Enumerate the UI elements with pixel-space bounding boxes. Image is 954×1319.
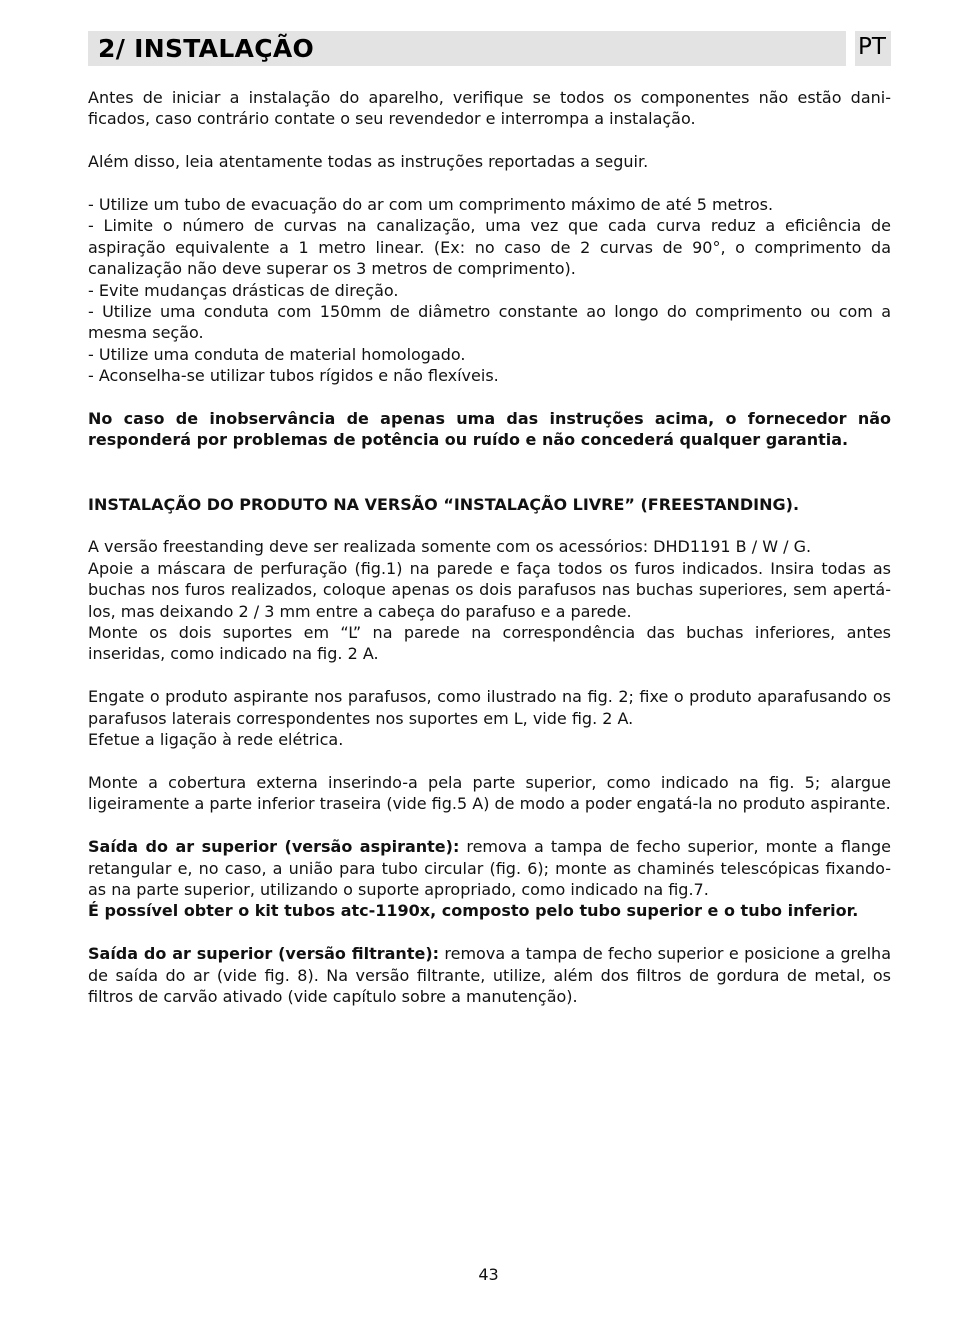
list-item: - Aconselha-se utilizar tubos rígidos e não flexíveis. [88, 366, 499, 386]
language-badge [855, 31, 891, 66]
freestanding-accessories: A versão freestanding deve ser realizada somente com os acessórios: DHD1191 B / W / G. [88, 537, 812, 557]
aspirante-text: remova a tampa de fecho superior, monte a flange retangular e, no caso, a união para tubo circular (fig. 6); monte as chaminés telescópicas fixando-as na parte superior, utilizando o suporte apropriado, como indicado na fig.7. [88, 837, 891, 899]
electrical-connection: Efetue a ligação à rede elétrica. [88, 730, 344, 750]
list-item: - Utilize uma conduta com 150mm de diâmetro constante ao longo do comprimento ou com a mesma seção. [88, 302, 891, 343]
warning-paragraph: No caso de inobservância de apenas uma das instruções acima, o fornecedor não responderá por problemas de potência ou ruído e não concederá qualquer garantia. [88, 409, 891, 450]
section-heading: INSTALAÇÃO DO PRODUTO NA VERSÃO “INSTALAÇÃO LIVRE” (FREESTANDING). [88, 494, 800, 514]
freestanding-drilling: Apoie a máscara de perfuração (fig.1) na parede e faça todos os furos indicados. Insira todas as buchas nos furos realizados, coloque apenas os dois parafusos nas buchas superiores, sem apertá-los, mas deixando 2 / 3 mm entre a cabeça do parafuso e a parede. [88, 558, 891, 621]
freestanding-mounting: Engate o produto aspirante nos parafusos, como ilustrado na fig. 2; fixe o produto aparafusando os parafusos laterais correspondentes nos suportes em L, vide fig. 2 A. [88, 687, 891, 728]
filtrante-paragraph [88, 943, 891, 1007]
intro-line-2: ficados, caso contrário contate o seu revendedor e interrompa a instalação. [88, 109, 696, 129]
intro-line-1: Antes de iniciar a instalação do aparelho, verifique se todos os componentes não estão dani- [88, 88, 891, 107]
page-number: 43 [478, 1265, 499, 1284]
filtrante-label: Saída do ar superior (versão filtrante): [88, 944, 440, 964]
list-item: - Limite o número de curvas na canalização, uma vez que cada curva reduz a eficiência de aspiração equivalente a 1 metro linear. (Ex: no caso de 2 curvas de 90°, o comprimento da canalização não deve superar os 3 metros de comprimento). [88, 216, 891, 279]
read-instructions-paragraph: Além disso, leia atentamente todas as instruções reportadas a seguir. [88, 152, 649, 172]
aspirante-paragraph [88, 836, 891, 900]
document-body [88, 87, 891, 1007]
aspirante-label: Saída do ar superior (versão aspirante): [88, 837, 460, 857]
section-header [88, 31, 846, 66]
list-item: - Evite mudanças drásticas de direção. [88, 280, 399, 300]
filtrante-text: remova a tampa de fecho superior e posicione a grelha de saída do ar (vide fig. 8). Na versão filtrante, utilize, além dos filtros de gordura de metal, os filtros de carvão ativado (vide capítulo sobre a manutenção). [88, 944, 891, 1006]
cover-mounting: Monte a cobertura externa inserindo-a pela parte superior, como indicado na fig. 5; alargue ligeiramente a parte inferior traseira (vide fig.5 A) de modo a poder engatá-la no produto aspirante. [88, 772, 891, 814]
intro-paragraph [88, 87, 891, 130]
kit-note: É possível obter o kit tubos atc-1190x, composto pelo tubo superior e o tubo inferior. [88, 901, 859, 921]
page-title: 2/ INSTALAÇÃO [98, 34, 315, 63]
language-label: PT [858, 34, 886, 60]
list-item: - Utilize um tubo de evacuação do ar com um comprimento máximo de até 5 metros. [88, 195, 774, 214]
list-item: - Utilize uma conduta de material homologado. [88, 344, 466, 364]
freestanding-brackets: Monte os dois suportes em “L” na parede na correspondência das buchas inferiores, antes inseridas, como indicado na fig. 2 A. [88, 623, 891, 664]
